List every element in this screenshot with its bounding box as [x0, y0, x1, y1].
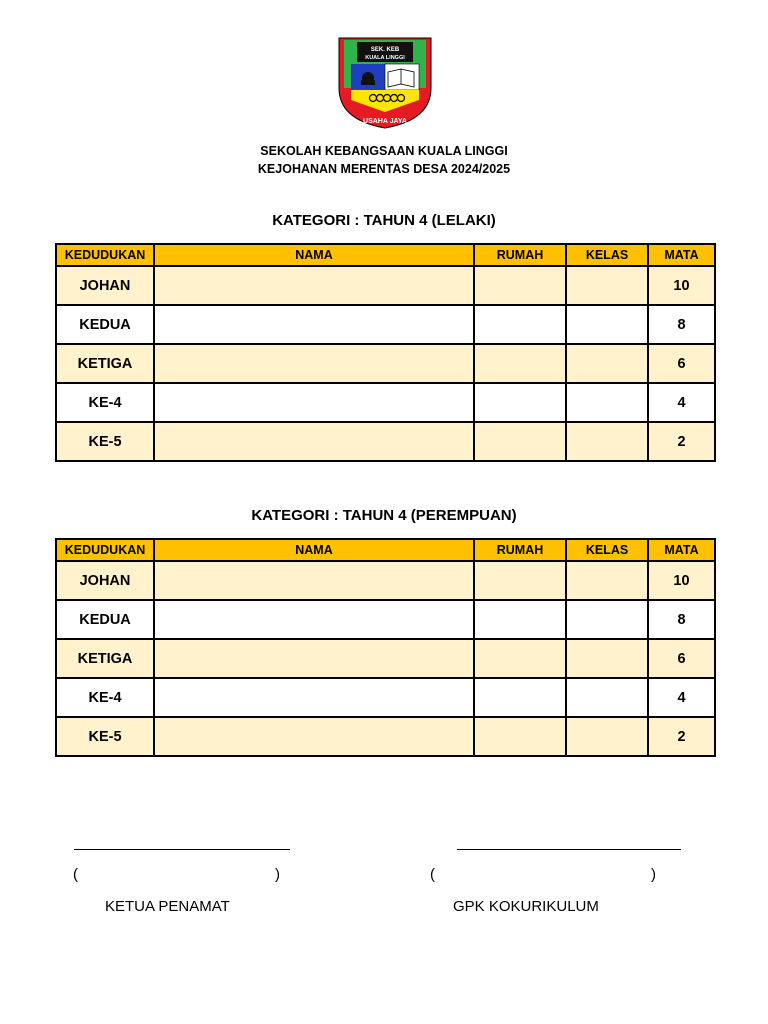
- col-header-points: MATA: [648, 539, 715, 561]
- points-cell: 10: [648, 266, 715, 305]
- name-paren-open-right: (: [430, 866, 435, 883]
- table-row: [56, 600, 715, 639]
- table-header-row: [56, 244, 715, 266]
- col-header-class: KELAS: [566, 244, 648, 266]
- house-cell[interactable]: [474, 422, 566, 461]
- name-cell[interactable]: [154, 266, 474, 305]
- col-header-house: RUMAH: [474, 244, 566, 266]
- col-header-position: KEDUDUKAN: [56, 539, 154, 561]
- name-cell[interactable]: [154, 678, 474, 717]
- position-cell: KE-4: [56, 678, 154, 717]
- table-row: [56, 344, 715, 383]
- col-header-name: NAMA: [154, 244, 474, 266]
- house-cell[interactable]: [474, 600, 566, 639]
- category-title-girls: KATEGORI : TAHUN 4 (PEREMPUAN): [251, 507, 517, 524]
- results-table-boys: [55, 243, 716, 462]
- table-row: [56, 305, 715, 344]
- name-cell[interactable]: [154, 600, 474, 639]
- table-row: [56, 678, 715, 717]
- school-crest-logo: [335, 28, 435, 130]
- role-cocurricular-head: GPK KOKURIKULUM: [453, 898, 599, 915]
- crest-text-top: SEK. KEB: [370, 47, 400, 53]
- table-row: [56, 383, 715, 422]
- points-cell: 4: [648, 383, 715, 422]
- col-header-name: NAMA: [154, 539, 474, 561]
- class-cell[interactable]: [566, 305, 648, 344]
- house-cell[interactable]: [474, 678, 566, 717]
- name-paren-close-left: ): [275, 866, 280, 883]
- signature-line-left: [74, 849, 290, 850]
- points-cell: 6: [648, 344, 715, 383]
- class-cell[interactable]: [566, 639, 648, 678]
- table-row: [56, 266, 715, 305]
- name-cell[interactable]: [154, 305, 474, 344]
- house-cell[interactable]: [474, 305, 566, 344]
- points-cell: 2: [648, 422, 715, 461]
- name-cell[interactable]: [154, 717, 474, 756]
- class-cell[interactable]: [566, 344, 648, 383]
- house-cell[interactable]: [474, 717, 566, 756]
- name-cell[interactable]: [154, 344, 474, 383]
- class-cell[interactable]: [566, 383, 648, 422]
- points-cell: 10: [648, 561, 715, 600]
- points-cell: 6: [648, 639, 715, 678]
- points-cell: 8: [648, 600, 715, 639]
- position-cell: KETIGA: [56, 344, 154, 383]
- house-cell[interactable]: [474, 639, 566, 678]
- table-row: [56, 561, 715, 600]
- name-paren-open-left: (: [73, 866, 78, 883]
- points-cell: 4: [648, 678, 715, 717]
- table-row: [56, 717, 715, 756]
- class-cell[interactable]: [566, 422, 648, 461]
- category-title-boys: KATEGORI : TAHUN 4 (LELAKI): [272, 212, 496, 229]
- table-row: [56, 639, 715, 678]
- table-row: [56, 422, 715, 461]
- name-cell[interactable]: [154, 639, 474, 678]
- col-header-class: KELAS: [566, 539, 648, 561]
- role-chief-judge: KETUA PENAMAT: [105, 898, 230, 915]
- position-cell: KE-4: [56, 383, 154, 422]
- position-cell: KETIGA: [56, 639, 154, 678]
- house-cell[interactable]: [474, 561, 566, 600]
- class-cell[interactable]: [566, 717, 648, 756]
- col-header-position: KEDUDUKAN: [56, 244, 154, 266]
- signature-line-right: [457, 849, 681, 850]
- position-cell: KEDUA: [56, 600, 154, 639]
- class-cell[interactable]: [566, 561, 648, 600]
- position-cell: KEDUA: [56, 305, 154, 344]
- name-cell[interactable]: [154, 561, 474, 600]
- house-cell[interactable]: [474, 344, 566, 383]
- crest-text-bottom: KUALA LINGGI: [365, 55, 405, 61]
- points-cell: 8: [648, 305, 715, 344]
- results-table-girls: [55, 538, 716, 757]
- position-cell: KE-5: [56, 717, 154, 756]
- house-cell[interactable]: [474, 266, 566, 305]
- name-cell[interactable]: [154, 422, 474, 461]
- school-name: SEKOLAH KEBANGSAAN KUALA LINGGI: [260, 144, 508, 158]
- name-paren-close-right: ): [651, 866, 656, 883]
- house-cell[interactable]: [474, 383, 566, 422]
- event-name: KEJOHANAN MERENTAS DESA 2024/2025: [257, 162, 511, 176]
- position-cell: JOHAN: [56, 266, 154, 305]
- col-header-points: MATA: [648, 244, 715, 266]
- position-cell: JOHAN: [56, 561, 154, 600]
- position-cell: KE-5: [56, 422, 154, 461]
- points-cell: 2: [648, 717, 715, 756]
- name-cell[interactable]: [154, 383, 474, 422]
- crest-motto: USAHA JAYA: [363, 118, 407, 125]
- class-cell[interactable]: [566, 600, 648, 639]
- col-header-house: RUMAH: [474, 539, 566, 561]
- class-cell[interactable]: [566, 266, 648, 305]
- class-cell[interactable]: [566, 678, 648, 717]
- table-header-row: [56, 539, 715, 561]
